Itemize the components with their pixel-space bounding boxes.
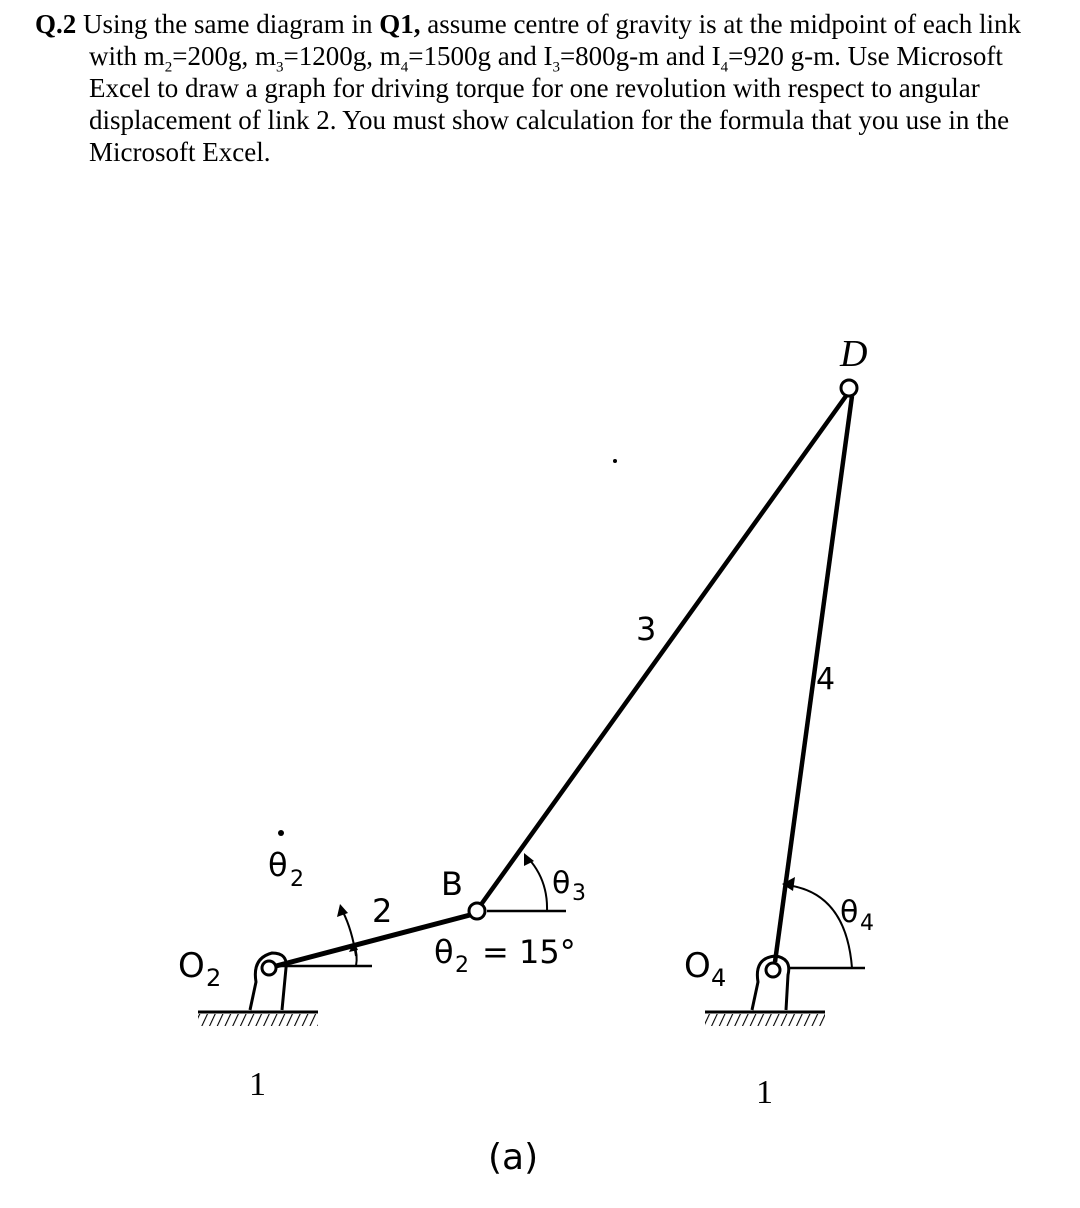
joint-b (469, 903, 485, 919)
pivot-o2 (262, 961, 276, 975)
question-text-part: =920 g-m. Use Microsoft Excel to draw a graph for driving torque for one revolution with respect to angular displacement of link 2. You must show calculation for the formula that you use in the Microsoft Excel. (89, 41, 1010, 167)
label-ground-left: 1 (249, 1066, 266, 1103)
subscript: 4 (400, 59, 409, 76)
subscript: 2 (164, 59, 173, 76)
label-o4-sub: 4 (711, 964, 727, 992)
label-link-2: 2 (372, 892, 393, 930)
label-theta4-sub: 4 (860, 911, 874, 936)
label-theta2-eq: θ (434, 933, 454, 971)
label-o2: O (178, 946, 205, 986)
pivot-o4 (766, 963, 780, 977)
label-d: D (840, 333, 868, 375)
label-o4: O (684, 946, 711, 986)
subscript: 3 (276, 59, 284, 76)
figure-caption: (a) (488, 1137, 539, 1178)
question-text-part: =1200g, m (283, 41, 401, 71)
question-text-part: =1500g and I (408, 41, 553, 71)
ground-hatch-right (705, 1014, 825, 1026)
theta3-arc (528, 858, 547, 911)
question-text-part: assume centre of gravity is at the midpoint of each link with m (89, 9, 1022, 71)
label-link-4: 4 (816, 662, 836, 697)
question-text-part: =800g-m and I (559, 41, 721, 71)
joint-d (841, 380, 857, 396)
label-theta2-eq-sub: 2 (455, 953, 469, 978)
label-theta2-dot: θ (268, 846, 288, 884)
stray-dot (613, 459, 617, 463)
label-o2-sub: 2 (206, 964, 222, 992)
question-number: Q.2 (35, 9, 77, 39)
label-theta4: θ (840, 895, 859, 930)
subscript: 4 (720, 59, 729, 76)
question-text-part: Using the same diagram in (76, 9, 380, 39)
label-theta2-value: = 15° (482, 933, 576, 971)
label-theta2-dot-sub: 2 (290, 867, 304, 892)
question-reference: Q1, (379, 9, 421, 39)
label-b: B (441, 865, 463, 903)
ground-hatch-left (198, 1014, 318, 1026)
theta2-dot-arrowhead (337, 904, 348, 917)
label-theta3: θ (552, 866, 571, 901)
subscript: 3 (552, 59, 560, 76)
question-text-part: =200g, m (172, 41, 276, 71)
theta2-dot-marker (278, 830, 284, 836)
label-ground-right: 1 (756, 1074, 773, 1111)
label-link-3: 3 (636, 610, 657, 648)
label-theta3-sub: 3 (572, 881, 586, 906)
